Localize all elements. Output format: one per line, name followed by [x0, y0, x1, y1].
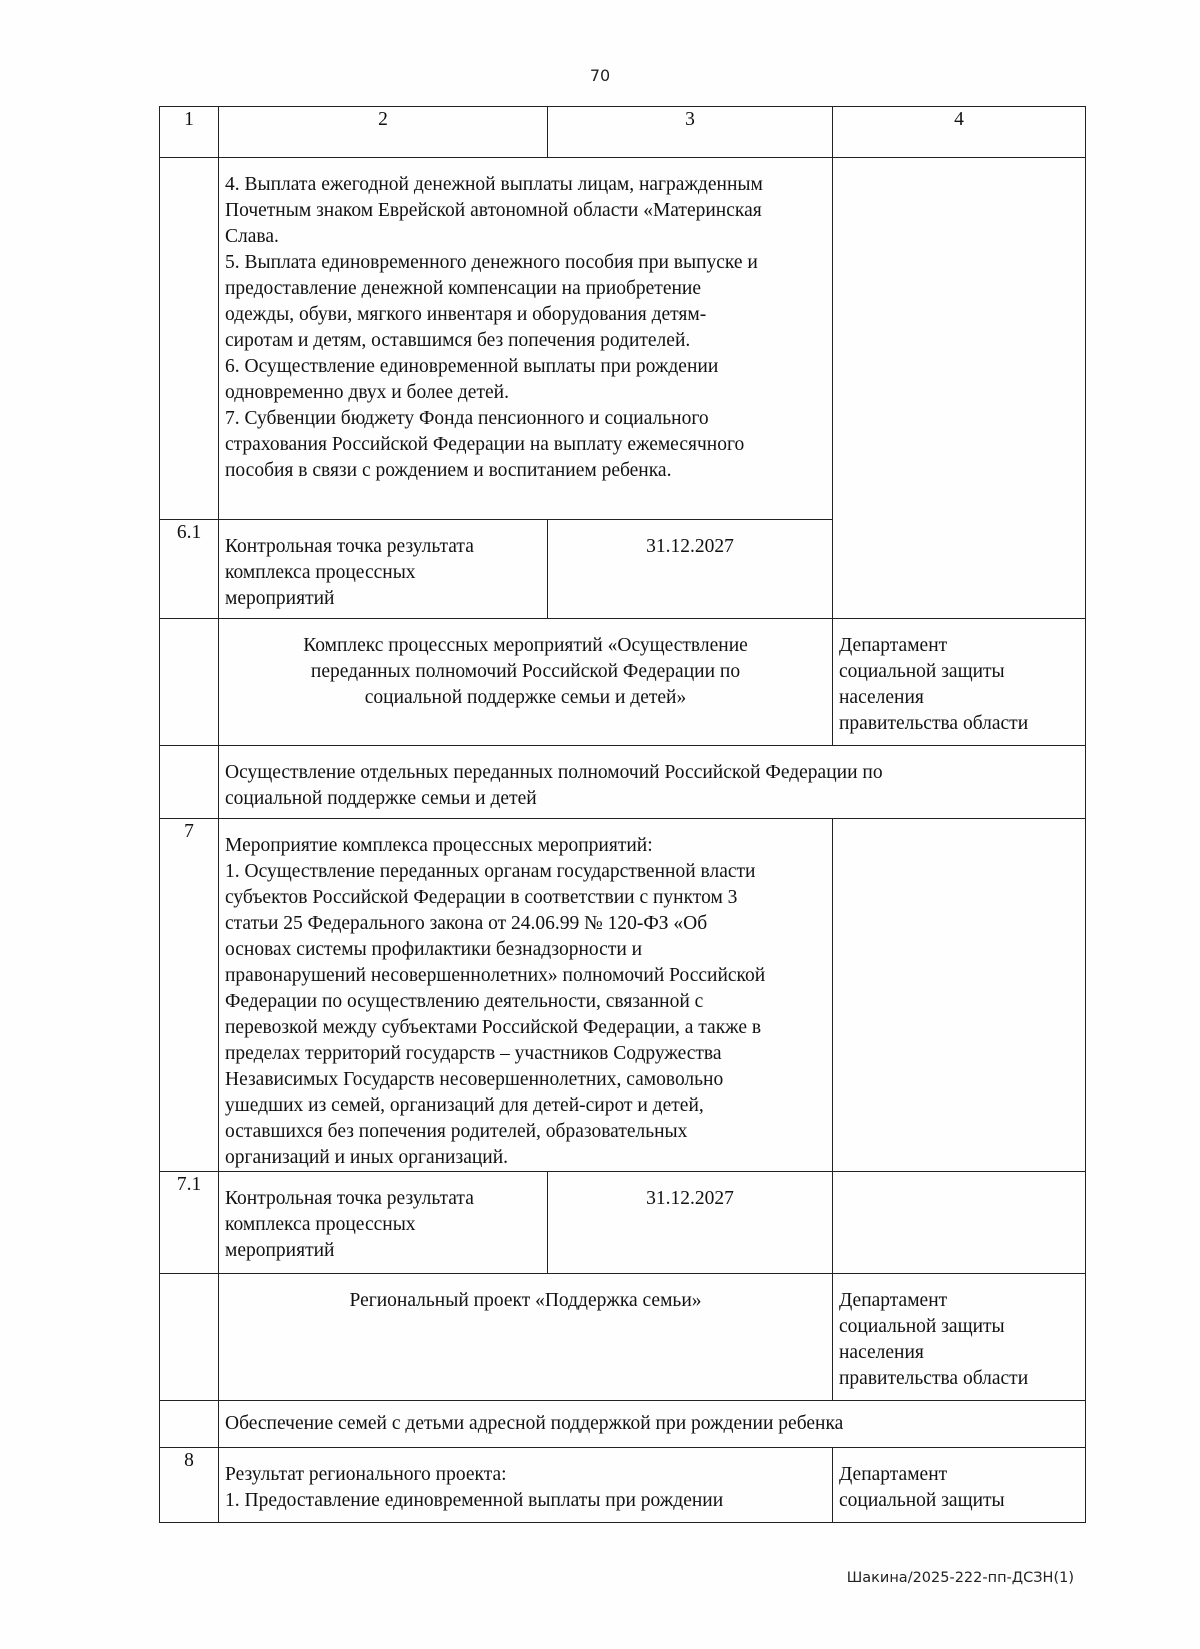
- text-line: Контрольная точка результата: [225, 536, 474, 557]
- text-line: ушедших из семей, организаций для детей-сирот и детей,: [225, 1095, 704, 1116]
- text-line: социальной защиты: [839, 1490, 1005, 1511]
- text-line: Осуществление отдельных переданных полномочий Российской Федерации по: [225, 762, 883, 783]
- number-cell: [160, 619, 219, 746]
- complex-title-cell: [219, 619, 833, 746]
- text-line: Департамент: [839, 1464, 948, 1485]
- text-line: Мероприятие комплекса процессных мероприятий:: [225, 835, 653, 856]
- text-line: Департамент: [839, 1290, 948, 1311]
- text-line: пределах территорий государств – участников Содружества: [225, 1043, 722, 1064]
- table-row: [160, 1172, 1086, 1274]
- text-line: пособия в связи с рождением и воспитанием ребенка.: [225, 460, 672, 481]
- description-cell: [219, 520, 548, 619]
- table-row: [160, 819, 1086, 1172]
- responsible-cell: [833, 819, 1086, 1172]
- text-line: Слава.: [225, 226, 279, 247]
- header-cell: 4: [833, 107, 1086, 158]
- description-cell: [219, 819, 833, 1172]
- text-line: 4. Выплата ежегодной денежной выплаты лицам, награжденным: [225, 174, 763, 195]
- text-line: субъектов Российской Федерации в соответствии с пунктом 3: [225, 887, 738, 908]
- text-line: социальной защиты: [839, 1316, 1005, 1337]
- text-line: мероприятий: [225, 588, 335, 609]
- header-cell: 2: [219, 107, 548, 158]
- responsible-cell: [833, 1172, 1086, 1274]
- text-line: мероприятий: [225, 1240, 335, 1261]
- header-cell: 3: [548, 107, 833, 158]
- text-line: одновременно двух и более детей.: [225, 382, 509, 403]
- text-line: социальной защиты: [839, 661, 1005, 682]
- table-row: [160, 1401, 1086, 1448]
- row-number: 7: [160, 819, 219, 1172]
- text-line: 6. Осуществление единовременной выплаты при рождении: [225, 356, 719, 377]
- table-row: [160, 1448, 1086, 1523]
- deadline-cell: 31.12.2027: [548, 520, 833, 619]
- text-line: Департамент: [839, 635, 948, 656]
- table-header-row: [160, 107, 1086, 158]
- text-line: правонарушений несовершеннолетних» полномочий Российской: [225, 965, 766, 986]
- row-number: 7.1: [160, 1172, 219, 1274]
- table-row: [160, 619, 1086, 746]
- deadline-cell: 31.12.2027: [548, 1172, 833, 1274]
- text-line: перевозкой между субъектами Российской Федерации, а также в: [225, 1017, 762, 1038]
- task-cell: Обеспечение семей с детьми адресной поддержкой при рождении ребенка: [219, 1401, 1086, 1448]
- row-number: 8: [160, 1448, 219, 1523]
- text-line: социальной поддержке семьи и детей: [225, 788, 537, 809]
- text-line: населения: [839, 687, 924, 708]
- text-line: основах системы профилактики безнадзорности и: [225, 939, 643, 960]
- page-number: 70: [589, 66, 611, 85]
- text-line: правительства области: [839, 713, 1029, 734]
- text-line: 5. Выплата единовременного денежного пособия при выпуске и: [225, 252, 758, 273]
- text-line: Почетным знаком Еврейской автономной области «Материнская: [225, 200, 762, 221]
- responsible-cell: [833, 1274, 1086, 1401]
- text-line: комплекса процессных: [225, 562, 416, 583]
- description-cell: [219, 1172, 548, 1274]
- text-line: одежды, обуви, мягкого инвентаря и оборудования детям-: [225, 304, 707, 325]
- text-line: страхования Российской Федерации на выплату ежемесячного: [225, 434, 745, 455]
- responsible-cell: [833, 158, 1086, 619]
- table-row: [160, 158, 1086, 520]
- number-cell: [160, 158, 219, 520]
- text-line: статьи 25 Федерального закона от 24.06.99 № 120-ФЗ «Об: [225, 913, 708, 934]
- text-line: 7. Субвенции бюджету Фонда пенсионного и социального: [225, 408, 709, 429]
- text-line: сиротам и детям, оставшимся без попечения родителей.: [225, 330, 691, 351]
- text-line: населения: [839, 1342, 924, 1363]
- text-line: оставшихся без попечения родителей, образовательных: [225, 1121, 688, 1142]
- responsible-cell: [833, 619, 1086, 746]
- text-line: 1. Предоставление единовременной выплаты при рождении: [225, 1490, 724, 1511]
- row-number: 6.1: [160, 520, 219, 619]
- header-cell: 1: [160, 107, 219, 158]
- project-title-cell: Региональный проект «Поддержка семьи»: [219, 1274, 833, 1401]
- document-reference-footer: Шакина/2025-222-пп-ДСЗН(1): [846, 1570, 1074, 1586]
- table-row: [160, 746, 1086, 819]
- text-line: правительства области: [839, 1368, 1029, 1389]
- text-line: Комплекс процессных мероприятий «Осуществление: [303, 635, 748, 656]
- number-cell: [160, 1274, 219, 1401]
- text-line: социальной поддержке семьи и детей»: [364, 687, 687, 708]
- text-line: переданных полномочий Российской Федерации по: [310, 661, 741, 682]
- number-cell: [160, 1401, 219, 1448]
- text-line: предоставление денежной компенсации на приобретение: [225, 278, 702, 299]
- responsible-cell: [833, 1448, 1086, 1523]
- text-line: комплекса процессных: [225, 1214, 416, 1235]
- text-line: Федерации по осуществлению деятельности, связанной с: [225, 991, 704, 1012]
- description-cell: [219, 158, 833, 520]
- text-line: Независимых Государств несовершеннолетних, самовольно: [225, 1069, 724, 1090]
- task-cell: [219, 746, 1086, 819]
- number-cell: [160, 746, 219, 819]
- description-cell: [219, 1448, 833, 1523]
- table-row: [160, 1274, 1086, 1401]
- text-line: организаций и иных организаций.: [225, 1147, 509, 1168]
- text-line: Результат регионального проекта:: [225, 1464, 507, 1485]
- text-line: Контрольная точка результата: [225, 1188, 474, 1209]
- activity-table: [159, 106, 1086, 1523]
- text-line: 1. Осуществление переданных органам государственной власти: [225, 861, 756, 882]
